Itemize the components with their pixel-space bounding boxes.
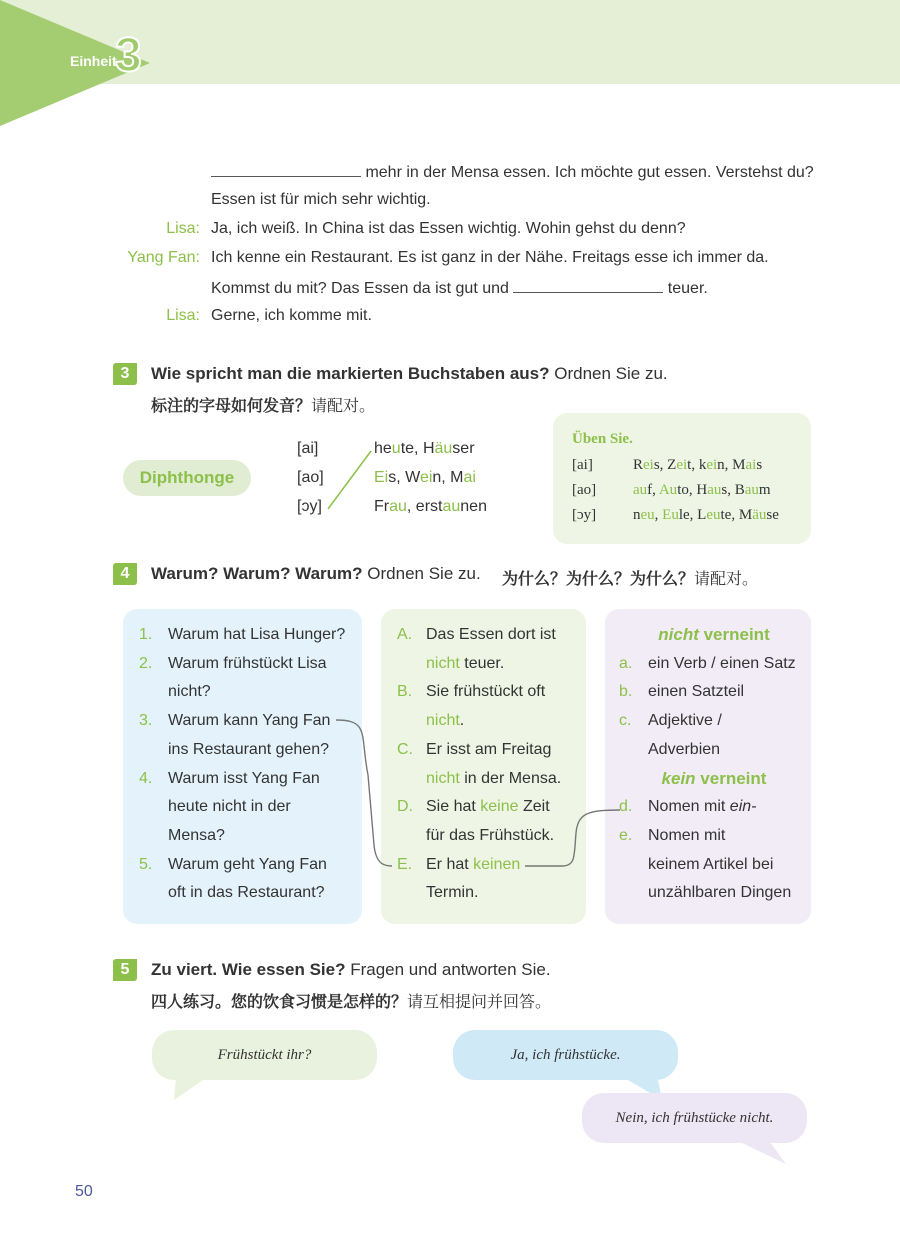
item-number: 4. <box>139 769 153 787</box>
dialog-line-3: Ja, ich weiß. In China ist das Essen wichtig. Wohin gehst du denn? <box>211 220 686 237</box>
highlighted-letters: nicht <box>426 769 460 787</box>
speaker-label: Yang Fan: <box>127 249 200 266</box>
highlighted-letters: äu <box>434 440 453 457</box>
dialog-line-5: Kommst du mit? Das Essen da ist gut und teuer. <box>211 280 708 297</box>
item-text: Nomen mit ein- <box>648 798 757 816</box>
highlighted-letters: ei <box>419 469 433 486</box>
highlighted-letters: au <box>707 482 722 498</box>
word-text: n, M <box>432 469 464 486</box>
item-text: Mensa? <box>168 826 225 844</box>
questions-list <box>139 621 359 908</box>
highlighted-letters: ai <box>745 457 757 473</box>
question-item <box>139 851 359 908</box>
word-text: nen <box>460 498 487 515</box>
rule-item <box>619 678 809 707</box>
word-text: t, k <box>687 457 707 473</box>
question-item <box>139 707 359 764</box>
item-number: 3. <box>139 712 153 730</box>
word-text: R <box>633 457 644 473</box>
ipa-symbol: [ao] <box>297 469 324 486</box>
highlighted-letters: au <box>389 498 407 515</box>
fill-blank[interactable] <box>211 162 361 177</box>
word-text: s <box>756 457 763 473</box>
item-number: a. <box>619 654 633 672</box>
example-words <box>374 498 487 516</box>
rule-heading: kein verneint <box>661 768 767 788</box>
match-connectors <box>330 715 650 875</box>
rule-item <box>619 650 809 679</box>
item-text <box>426 879 520 908</box>
diphthonge-pill: Diphthonge <box>123 460 251 496</box>
item-text: Warum hat Lisa Hunger? <box>168 626 346 643</box>
word-text: Sie hat <box>426 798 481 816</box>
highlighted-letters: au <box>633 482 648 498</box>
highlighted-letters: Ei <box>374 469 389 486</box>
practice-words <box>633 482 771 499</box>
item-text: oft in das Restaurant? <box>168 884 325 902</box>
speaker-label: Lisa: <box>166 220 200 237</box>
word-text: he <box>374 440 392 457</box>
word-text: Fr <box>374 498 390 515</box>
word-text: s, Z <box>653 457 677 473</box>
word-text: . <box>459 712 465 730</box>
highlighted-letters: ai <box>463 469 476 486</box>
speaker-label: Lisa: <box>166 307 200 324</box>
task-title-cn: 标注的字母如何发音？请配对。 <box>151 396 376 415</box>
item-number: d. <box>619 798 633 816</box>
word-text: le, L <box>678 507 707 523</box>
word-text: te, M <box>720 507 753 523</box>
item-text: Nomen mit <box>648 826 726 844</box>
dialog-line-1: mehr in der Mensa essen. Ich möchte gut essen. Verstehst du? <box>211 162 814 182</box>
item-number: A. <box>397 626 413 643</box>
word-text: Das Essen dort ist <box>426 626 556 643</box>
practice-title: Üben Sie. <box>572 431 633 447</box>
highlighted-letters: Eu <box>662 507 679 523</box>
practice-words <box>633 457 762 474</box>
item-text: keinem Artikel bei <box>648 855 774 873</box>
page-number: 50 <box>75 1183 93 1200</box>
italic-text: ein- <box>729 798 757 816</box>
word-text: für das Frühstück. <box>426 826 555 844</box>
task-title-cn: 为什么？为什么？为什么？请配对。 <box>502 569 759 588</box>
word-text: Er hat <box>426 855 474 873</box>
word-text: te, H <box>400 440 435 457</box>
highlighted-letters: ei <box>676 457 688 473</box>
highlighted-letters: au <box>442 498 461 515</box>
answer-item <box>397 621 582 678</box>
task-title: Zu viert. Wie essen Sie? Fragen und antworten Sie. <box>151 960 551 979</box>
rule-heading: nicht verneint <box>658 625 770 644</box>
highlighted-letters: keinen <box>473 855 521 873</box>
item-number: E. <box>397 855 413 873</box>
word-text: n <box>633 507 641 523</box>
item-text: Warum geht Yang Fan <box>168 855 327 873</box>
ipa-symbol: [ai] <box>572 457 593 473</box>
speech-bubble: Ja, ich frühstücke. <box>453 1030 678 1080</box>
word-text: s, B <box>721 482 745 498</box>
word-text: se <box>766 507 779 523</box>
ipa-symbol: [ai] <box>297 440 319 457</box>
word-text: f, <box>647 482 659 498</box>
item-text: unzählbaren Dingen <box>648 884 792 902</box>
item-text: Warum kann Yang Fan <box>168 712 331 730</box>
ipa-symbol: [ɔy] <box>297 498 322 515</box>
match-line <box>325 445 375 515</box>
task-number-badge: 4 <box>113 563 137 585</box>
highlighted-letters: eu <box>640 507 655 523</box>
dialog-line-4: Ich kenne ein Restaurant. Es ist ganz in der Nähe. Freitags esse ich immer da. <box>211 249 769 266</box>
item-text <box>426 650 556 679</box>
example-words <box>374 469 476 487</box>
word-text: in der Mensa. <box>459 769 562 787</box>
question-item <box>139 621 359 650</box>
item-text: Warum frühstückt Lisa <box>168 654 327 672</box>
item-text: nicht? <box>168 683 211 701</box>
word-text: , <box>654 507 663 523</box>
item-number: c. <box>619 712 632 730</box>
word-text: , erst <box>406 498 443 515</box>
example-words <box>374 440 475 458</box>
word-text: Er isst am Freitag <box>426 740 552 758</box>
item-number: 1. <box>139 626 153 643</box>
item-text <box>426 678 545 707</box>
word-text: Sie frühstückt oft <box>426 683 546 701</box>
word-text: Termin. <box>426 884 479 902</box>
practice-box <box>553 413 811 544</box>
fill-blank[interactable] <box>513 278 663 293</box>
word-text: Zeit <box>518 798 550 816</box>
task-number-badge: 3 <box>113 363 137 385</box>
task-title: Wie spricht man die markierten Buchstaben aus? Ordnen Sie zu. <box>151 364 668 383</box>
highlighted-letters: nicht <box>426 654 460 672</box>
task-title-cn: 四人练习。您的饮食习惯是怎样的？请互相提问并回答。 <box>151 992 552 1011</box>
highlighted-letters: au <box>744 482 759 498</box>
word-text: ser <box>452 440 475 457</box>
item-number: 5. <box>139 855 153 873</box>
task-number-badge: 5 <box>113 959 137 981</box>
highlighted-letters: äu <box>752 507 767 523</box>
item-text: Warum isst Yang Fan <box>168 769 320 787</box>
question-item <box>139 650 359 707</box>
word-text: m <box>758 482 771 498</box>
highlighted-letters: keine <box>480 798 519 816</box>
item-text: Adjektive / <box>648 712 722 730</box>
word-text: to, H <box>677 482 708 498</box>
dialog-line-6: Gerne, ich komme mit. <box>211 307 372 324</box>
highlighted-letters: ei <box>643 457 654 473</box>
word-text: n, M <box>717 457 746 473</box>
item-text: heute nicht in der <box>168 798 291 816</box>
unit-number: 3 <box>115 29 142 82</box>
word-text: s, W <box>388 469 420 486</box>
item-text <box>426 621 556 650</box>
question-item <box>139 765 359 851</box>
speech-bubble: Frühstückt ihr? <box>152 1030 377 1080</box>
speech-bubble: Nein, ich frühstücke nicht. <box>582 1093 807 1143</box>
item-number: D. <box>397 798 413 816</box>
item-number: C. <box>397 740 413 758</box>
ipa-symbol: [ɔy] <box>572 507 597 523</box>
task-title: Warum? Warum? Warum? Ordnen Sie zu. <box>151 564 481 583</box>
item-number: e. <box>619 826 633 844</box>
practice-words <box>633 507 779 524</box>
unit-label: Einheit <box>70 53 117 69</box>
item-text: einen Satzteil <box>648 683 745 701</box>
ipa-symbol: [ao] <box>572 482 597 498</box>
dialog-line-2: Essen ist für mich sehr wichtig. <box>211 191 431 208</box>
item-number: b. <box>619 683 633 701</box>
highlighted-letters: u <box>391 440 401 457</box>
item-number: 2. <box>139 654 153 672</box>
item-text: Adverbien <box>648 740 721 758</box>
item-text: ins Restaurant gehen? <box>168 740 329 758</box>
highlighted-letters: ei <box>706 457 718 473</box>
highlighted-letters: nicht <box>426 712 460 730</box>
word-text: teuer. <box>459 654 505 672</box>
highlighted-letters: Au <box>658 482 678 498</box>
item-text: ein Verb / einen Satz <box>648 654 796 672</box>
highlighted-letters: eu <box>706 507 721 523</box>
item-number: B. <box>397 683 413 701</box>
